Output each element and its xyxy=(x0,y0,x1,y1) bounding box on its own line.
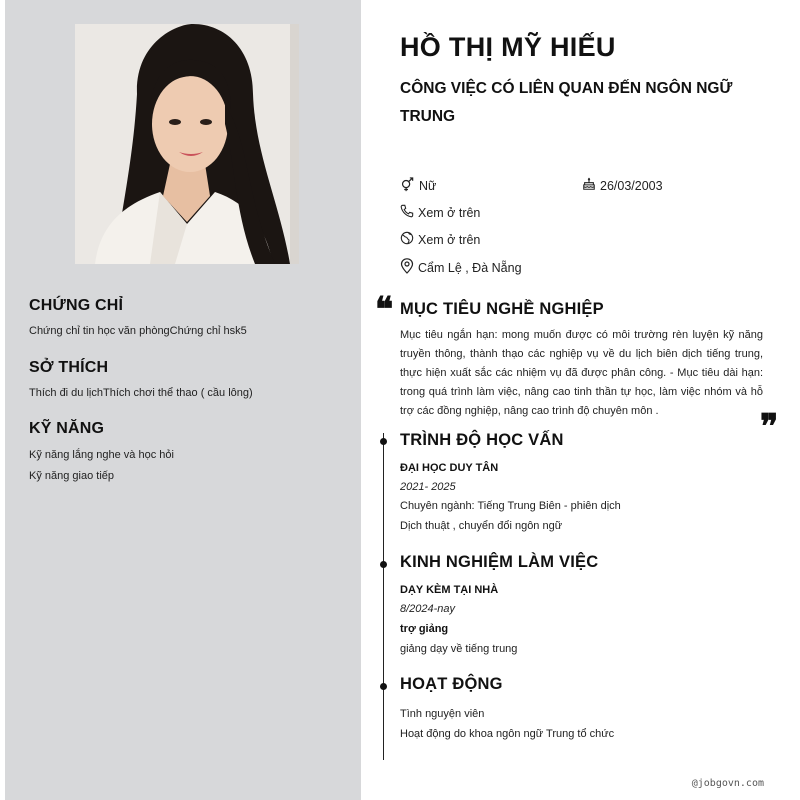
profile-photo xyxy=(75,24,299,264)
education-major: Chuyên ngành: Tiếng Trung Biên - phiên dịch xyxy=(400,500,621,512)
candidate-name: HỒ THỊ MỸ HIẾU xyxy=(400,32,616,62)
timeline-dot xyxy=(380,438,387,445)
map-pin-icon xyxy=(400,258,414,277)
education-title: TRÌNH ĐỘ HỌC VẤN xyxy=(400,431,564,449)
website-row xyxy=(400,231,480,248)
certificates-title: CHỨNG CHỈ xyxy=(29,297,124,314)
website-value: Xem ở trên xyxy=(418,232,481,247)
experience-period: 8/2024-nay xyxy=(400,603,456,615)
phone-row xyxy=(400,204,480,221)
address-value: Cẩm Lệ , Đà Nẵng xyxy=(418,260,522,275)
skill-item: Kỹ năng giao tiếp xyxy=(29,470,115,482)
education-period: 2021- 2025 xyxy=(400,481,456,493)
quote-close-icon: ❞ xyxy=(760,407,779,447)
objective-title: MỤC TIÊU NGHỀ NGHIỆP xyxy=(400,300,604,318)
certificates-text: Chứng chỉ tin học văn phòngChứng chỉ hsk5 xyxy=(29,325,247,337)
activities-title: HOẠT ĐỘNG xyxy=(400,675,503,693)
timeline-dot xyxy=(380,683,387,690)
watermark: @jobgovn.com xyxy=(691,778,764,789)
hobbies-text: Thích đi du lịchThích chơi thể thao ( cầu lông) xyxy=(29,387,253,399)
birthdate-row xyxy=(582,177,663,194)
activity-item: Tình nguyện viên xyxy=(400,708,485,720)
address-row xyxy=(400,258,522,277)
quote-open-icon: ❝ xyxy=(375,290,394,330)
gender-row xyxy=(400,177,436,195)
activity-item: Hoạt động do khoa ngôn ngữ Trung tổ chức xyxy=(400,728,615,740)
timeline-dot xyxy=(380,561,387,568)
education-detail: Dịch thuật , chuyển đổi ngôn ngữ xyxy=(400,520,563,532)
objective-text: Mục tiêu ngắn hạn: mong muốn được có môi trường rèn luyện kỹ năng truyền thông, thành thạo các nghiệp vụ về du lịch biên dịch tiếng trung, thực hiện xuất sắc các nhiệm vụ đã được phân công. - Mục tiêu dài hạn: trong quá trình làm việc, nâng cao tinh thần tự học, làm việc nhóm và hỗ trợ các đồng nghiệp, nâng cao trình độ chuyên môn . xyxy=(400,329,763,417)
phone-value: Xem ở trên xyxy=(418,205,481,220)
experience-position: trợ giảng xyxy=(400,623,449,635)
skill-item: Kỹ năng lắng nghe và học hỏi xyxy=(29,449,174,461)
gender-icon xyxy=(400,177,415,195)
skills-title: KỸ NĂNG xyxy=(29,420,105,437)
globe-icon xyxy=(400,231,414,248)
phone-icon xyxy=(400,204,414,221)
birthday-cake-icon xyxy=(582,177,596,194)
gender-value: Nữ xyxy=(419,179,437,193)
experience-company: DẠY KÈM TẠI NHÀ xyxy=(400,584,499,596)
hobbies-title: SỞ THÍCH xyxy=(29,359,109,376)
experience-description: giảng dạy về tiếng trung xyxy=(400,643,518,655)
birthdate-value: 26/03/2003 xyxy=(600,178,663,193)
timeline-line xyxy=(383,433,384,760)
experience-title: KINH NGHIỆM LÀM VIỆC xyxy=(400,553,599,571)
job-title: CÔNG VIỆC CÓ LIÊN QUAN ĐẾN NGÔN NGỮ TRUNG xyxy=(400,80,733,125)
education-school: ĐẠI HỌC DUY TÂN xyxy=(400,462,499,474)
